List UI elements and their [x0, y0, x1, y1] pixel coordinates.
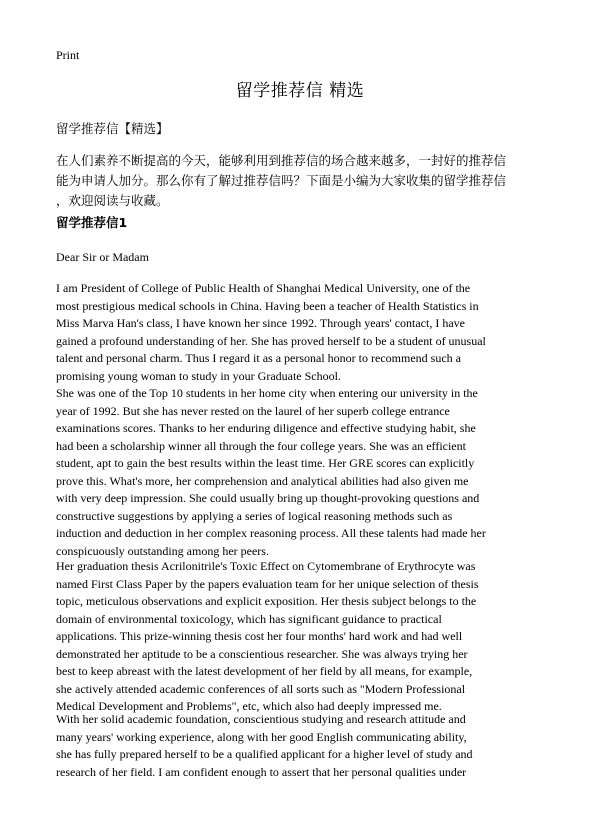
letter-paragraph-2 [56, 385, 556, 560]
text-line: many years' working experience, along with her good English communicating ability, [56, 729, 467, 744]
text-line: examinations scores. Thanks to her enduring diligence and effective studying habit, she [56, 421, 476, 435]
section-heading: 留学推荐信1 [56, 215, 128, 230]
text-line: applications. This prize-winning thesis cost her four months' hard work and had well [56, 629, 463, 643]
text-line: topic, meticulous observations and explicit exposition. Her thesis subject belongs to the [56, 594, 477, 608]
intro-line: ，欢迎阅读与收藏。 [56, 193, 169, 208]
text-line: Her graduation thesis Acrilonitrile's Toxic Effect on Cytomembrane of Erythrocyte was [56, 559, 476, 573]
text-line: named First Class Paper by the papers evaluation team for her unique selection of thesis [56, 576, 479, 591]
intro-line: 能为申请人加分。那么你有了解过推荐信吗？下面是小编为大家收集的留学推荐信 [56, 173, 507, 188]
text-line: Miss Marva Han's class, I have known her since 1992. Through years' contact, I have [56, 316, 465, 330]
text-line: promising young woman to study in your Graduate School. [56, 368, 341, 383]
text-line: she has fully prepared herself to be a qualified applicant for a higher level of study and [56, 747, 473, 761]
text-line: with very deep impression. She could usually bring up thought-provoking questions and [56, 491, 480, 505]
text-line: year of 1992. But she has never rested on the laurel of her superb college entrance [56, 403, 450, 418]
text-line: most prestigious medical schools in China. Having been a teacher of Health Statistics in [56, 298, 479, 313]
print-link[interactable]: Print [56, 48, 80, 62]
text-line: best to keep abreast with the latest development of her field by all means, for example, [56, 664, 473, 678]
letter-paragraph-3 [56, 558, 556, 716]
intro-line: 在人们素养不断提高的今天，能够利用到推荐信的场合越来越多，一封好的推荐信 [56, 153, 507, 168]
text-line: she actively attended academic conferences of all sorts such as "Modern Professional [56, 681, 466, 696]
text-line: With her solid academic foundation, conscientious studying and research attitude and [56, 712, 466, 726]
page-title: 留学推荐信 精选 [235, 81, 365, 101]
letter-paragraph-1 [56, 280, 556, 385]
text-line: induction and deduction in her complex reasoning process. All these talents had made her [56, 526, 486, 540]
text-line: talent and personal charm. Thus I regard it as a personal honor to recommend such a [56, 351, 461, 365]
subtitle: 留学推荐信【精选】 [56, 121, 169, 136]
text-line: conspicuously outstanding among her peers. [56, 543, 269, 558]
text-line: constructive suggestions by applying a series of logical reasoning methods such as [56, 508, 453, 523]
text-line: had been a scholarship winner all through the four college years. She was an efficient [56, 438, 466, 453]
text-line: gained a profound understanding of her. She has proved herself to be a student of unusual [56, 333, 486, 348]
text-line: I am President of College of Public Health of Shanghai Medical University, one of the [56, 281, 471, 295]
letter-paragraph-4 [56, 711, 556, 781]
text-line: research of her field. I am confident enough to assert that her personal qualities under [56, 764, 467, 779]
intro-paragraph [56, 151, 550, 211]
text-line: Medical Development and Problems", etc, which also had deeply impressed me. [56, 699, 442, 713]
text-line: domain of environmental toxicology, which has significant guidance to practical [56, 611, 442, 626]
text-line: prove this. What's more, her comprehension and analytical abilities had also given me [56, 473, 469, 488]
text-line: demonstrated her aptitude to be a conscientious researcher. She was always trying her [56, 646, 468, 661]
text-line: student, apt to gain the best results within the least time. Her GRE scores can explicitly [56, 456, 475, 470]
greeting: Dear Sir or Madam [56, 250, 149, 264]
text-line: She was one of the Top 10 students in her home city when entering our university in the [56, 386, 478, 400]
